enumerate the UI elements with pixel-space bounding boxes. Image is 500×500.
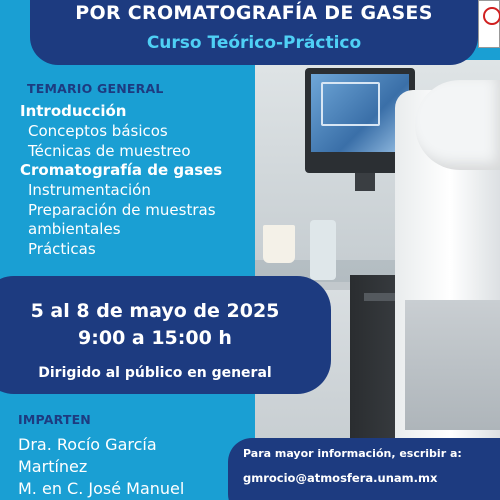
course-subtitle: Curso Teórico-Práctico <box>146 33 362 53</box>
imparten-heading: IMPARTEN <box>18 412 91 427</box>
temario-item-practicas: Prácticas <box>28 240 96 258</box>
photo-mug <box>263 225 295 263</box>
temario-heading: TEMARIO GENERAL <box>27 81 164 96</box>
instructor-line: Martínez <box>18 457 88 476</box>
temario-item-conceptos: Conceptos básicos <box>28 122 168 140</box>
temario-item-muestreo: Técnicas de muestreo <box>28 142 191 160</box>
course-title: POR CROMATOGRAFÍA DE GASES <box>75 2 433 24</box>
photo-gc-panel <box>405 300 500 430</box>
contact-email-link[interactable]: gmrocio@atmosfera.unam.mx <box>243 471 438 485</box>
course-audience: Dirigido al público en general <box>38 365 272 381</box>
temario-item-instrumentacion: Instrumentación <box>28 181 151 199</box>
no-entry-sign-icon <box>478 0 500 48</box>
header-banner <box>30 0 478 65</box>
photo-bottle <box>310 220 336 280</box>
instructor-line: M. en C. José Manuel <box>18 479 185 498</box>
temario-item-preparacion: Preparación de muestras <box>28 201 216 219</box>
instructor-line: Dra. Rocío García <box>18 435 157 454</box>
temario-section-introduccion: Introducción <box>20 102 127 120</box>
course-dates: 5 al 8 de mayo de 2025 <box>30 300 280 322</box>
course-time: 9:00 a 15:00 h <box>78 327 232 349</box>
photo-gc-top <box>415 80 500 170</box>
temario-item-ambientales: ambientales <box>28 220 121 238</box>
temario-section-cromatografia: Cromatografía de gases <box>20 161 223 179</box>
contact-label: Para mayor información, escribir a: <box>243 447 462 460</box>
photo-monitor-stand <box>355 173 375 191</box>
